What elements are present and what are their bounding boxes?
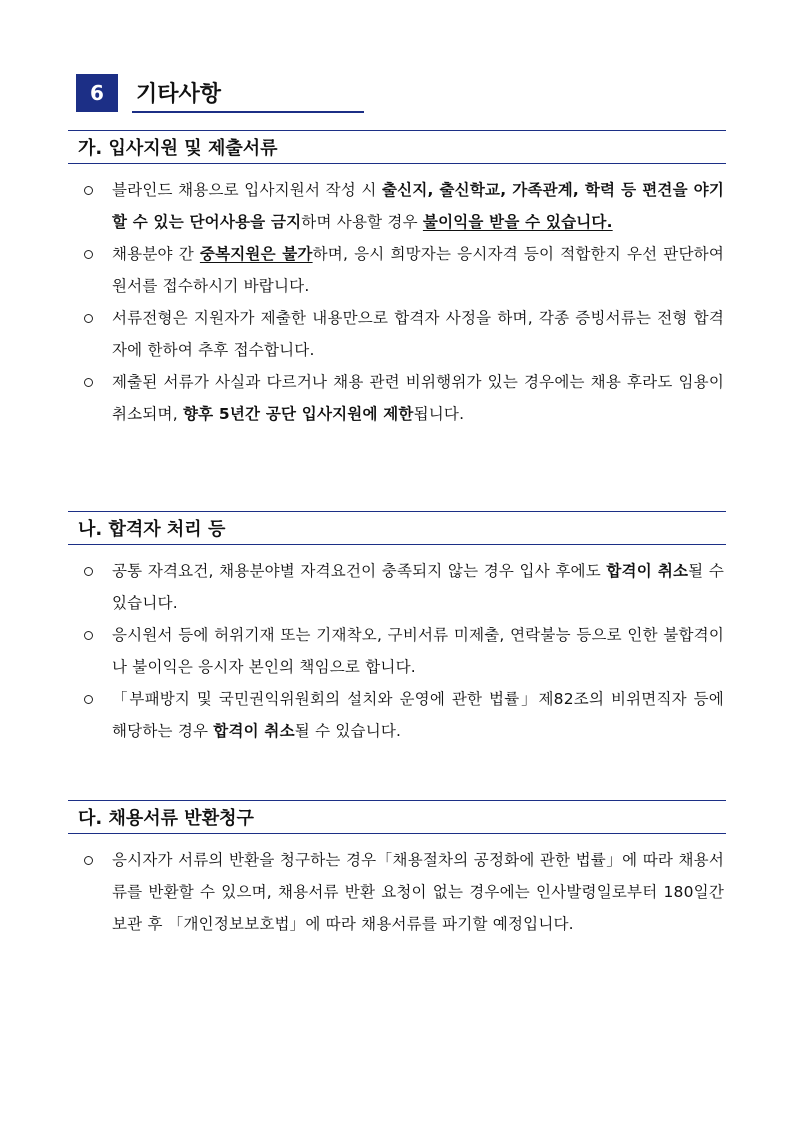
section-item-list — [68, 555, 726, 747]
list-item: 채용분야 간 중복지원은 불가하며, 응시 희망자는 응시자격 등이 적합한지 우선 판단하여 원서를 접수하시기 바랍니다. — [68, 238, 726, 302]
emphasis-underlined-text: 불이익을 받을 수 있습니다. — [422, 213, 613, 231]
circle-bullet-icon — [84, 631, 93, 640]
emphasis-text: 합격이 취소 — [606, 562, 689, 580]
section-document-return — [68, 800, 726, 940]
list-item: 공통 자격요건, 채용분야별 자격요건이 충족되지 않는 경우 입사 후에도 합격이 취소될 수 있습니다. — [68, 555, 726, 619]
section-successful-applicants — [68, 511, 726, 747]
emphasis-text: 출신지, 출신학교, 가족관계, 학력 등 편견을 야기할 수 있는 단어사용을 금지 — [112, 181, 724, 231]
circle-bullet-icon — [84, 250, 93, 259]
emphasis-text: 향후 5년간 공단 입사지원에 제한 — [182, 405, 414, 423]
emphasis-text: 합격이 취소 — [213, 722, 295, 740]
circle-bullet-icon — [84, 186, 93, 195]
section-heading: 가. 입사지원 및 제출서류 — [68, 130, 726, 164]
list-item: 블라인드 채용으로 입사지원서 작성 시 출신지, 출신학교, 가족관계, 학력 등 편견을 야기할 수 있는 단어사용을 금지하며 사용할 경우 불이익을 받을 수 있습니다. — [68, 174, 726, 238]
section-item-list — [68, 844, 726, 940]
list-item: 제출된 서류가 사실과 다르거나 채용 관련 비위행위가 있는 경우에는 채용 후라도 임용이 취소되며, 향후 5년간 공단 입사지원에 제한됩니다. — [68, 366, 726, 430]
section-application-documents — [68, 130, 726, 430]
list-item: 응시원서 등에 허위기재 또는 기재착오, 구비서류 미제출, 연락불능 등으로 인한 불합격이나 불이익은 응시자 본인의 책임으로 합니다. — [68, 619, 726, 683]
circle-bullet-icon — [84, 378, 93, 387]
chapter-number-badge: 6 — [76, 74, 118, 112]
circle-bullet-icon — [84, 695, 93, 704]
list-item: 서류전형은 지원자가 제출한 내용만으로 합격자 사정을 하며, 각종 증빙서류는 전형 합격자에 한하여 추후 접수합니다. — [68, 302, 726, 366]
section-item-list — [68, 174, 726, 430]
circle-bullet-icon — [84, 314, 93, 323]
chapter-underline — [132, 111, 364, 113]
section-heading: 나. 합격자 처리 등 — [68, 511, 726, 545]
circle-bullet-icon — [84, 567, 93, 576]
chapter-title: 기타사항 — [136, 82, 222, 107]
section-heading: 다. 채용서류 반환청구 — [68, 800, 726, 834]
list-item: 「부패방지 및 국민권익위원회의 설치와 운영에 관한 법률」제82조의 비위면직자 등에 해당하는 경우 합격이 취소될 수 있습니다. — [68, 683, 726, 747]
chapter-header — [76, 74, 364, 114]
list-item: 응시자가 서류의 반환을 청구하는 경우「채용절차의 공정화에 관한 법률」에 따라 채용서류를 반환할 수 있으며, 채용서류 반환 요청이 없는 경우에는 인사발령일로부터 180일간 보관 후 「개인정보보호법」에 따라 채용서류를 파기할 예정입니다. — [68, 844, 726, 940]
circle-bullet-icon — [84, 856, 93, 865]
emphasis-underlined-text: 중복지원은 불가 — [199, 245, 313, 263]
